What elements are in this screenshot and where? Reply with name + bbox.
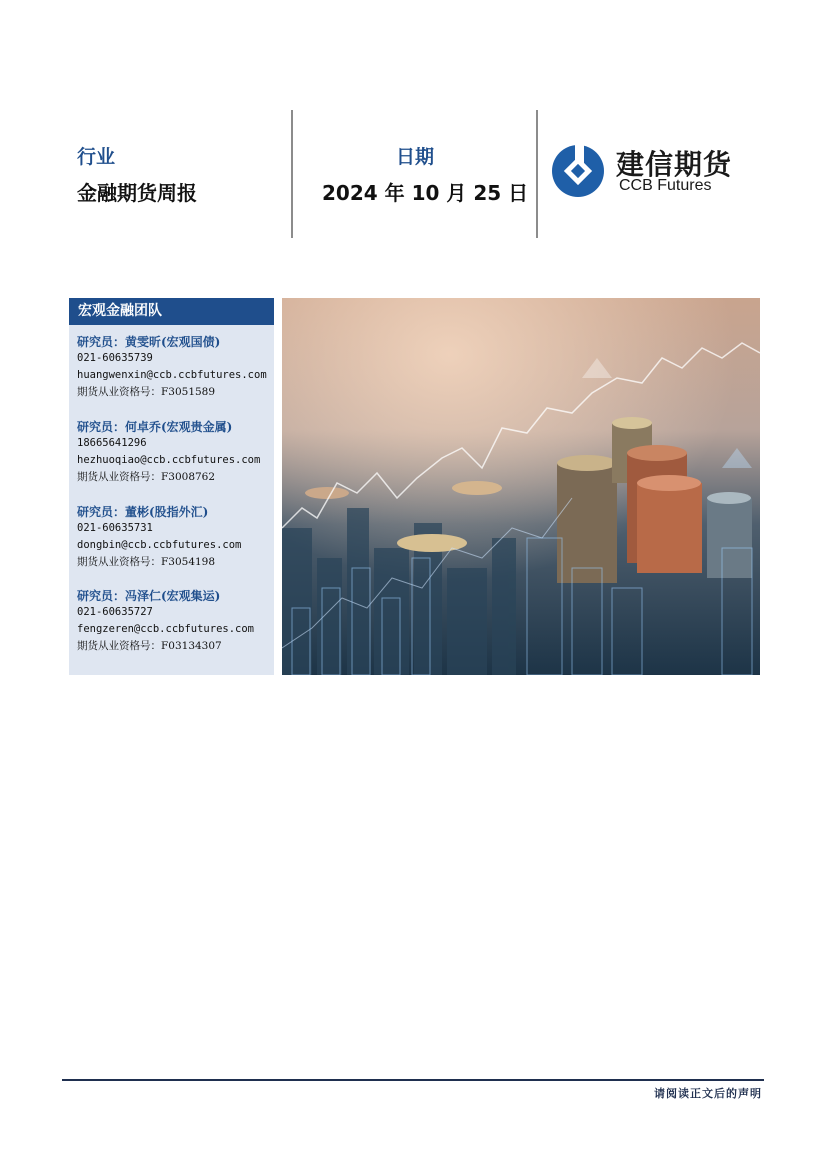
member-email[interactable]: hezhuoqiao@ccb.ccbfutures.com — [77, 454, 261, 466]
member-title: 研究员：黄雯昕(宏观国债) — [77, 335, 221, 349]
member-email[interactable]: fengzeren@ccb.ccbfutures.com — [77, 623, 255, 635]
logo-name-cn: 建信期货 — [616, 148, 733, 181]
industry-label: 行业 — [77, 146, 116, 168]
team-member — [77, 588, 272, 655]
cover-image — [282, 298, 760, 675]
footer-divider — [62, 1079, 764, 1081]
logo-name-en: CCB Futures — [619, 177, 712, 194]
member-license: 期货从业资格号：F3008762 — [77, 471, 216, 483]
member-license: 期货从业资格号：F3054198 — [77, 556, 216, 568]
header-divider-1 — [291, 110, 293, 238]
member-license: 期货从业资格号：F03134307 — [77, 640, 222, 652]
member-phone: 021-60635727 — [77, 606, 153, 618]
research-team-panel — [69, 298, 274, 675]
member-title: 研究员：冯泽仁(宏观集运) — [77, 589, 221, 603]
ccb-logo-icon — [551, 144, 605, 198]
date-label: 日期 — [396, 146, 435, 168]
member-title: 研究员：董彬(股指外汇) — [77, 505, 209, 519]
footer-disclaimer: 请阅读正文后的声明 — [654, 1087, 762, 1100]
member-email[interactable]: huangwenxin@ccb.ccbfutures.com — [77, 369, 267, 381]
header-divider-2 — [536, 110, 538, 238]
member-phone: 021-60635731 — [77, 522, 153, 534]
member-phone: 18665641296 — [77, 437, 147, 449]
member-title: 研究员：何卓乔(宏观贵金属) — [77, 420, 233, 434]
member-license: 期货从业资格号：F3051589 — [77, 386, 216, 398]
team-member — [77, 334, 272, 401]
member-email[interactable]: dongbin@ccb.ccbfutures.com — [77, 539, 242, 551]
industry-value: 金融期货周报 — [77, 181, 197, 205]
member-phone: 021-60635739 — [77, 352, 153, 364]
team-member — [77, 419, 272, 486]
team-member — [77, 504, 272, 571]
date-value: 2024 年 10 月 25 日 — [322, 181, 529, 205]
team-title: 宏观金融团队 — [69, 298, 274, 325]
